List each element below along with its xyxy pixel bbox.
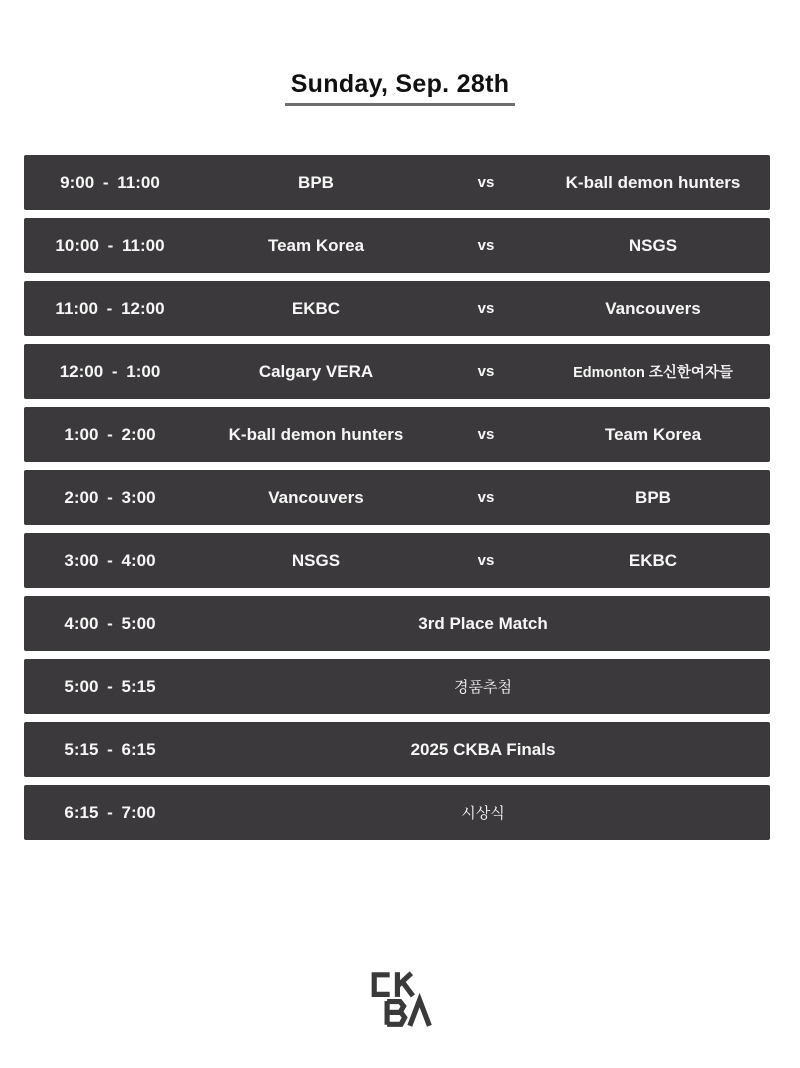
time-slot: 6:15 - 7:00 xyxy=(64,802,156,822)
team-away: NSGS xyxy=(628,235,678,255)
schedule-row xyxy=(24,596,770,651)
schedule-list xyxy=(24,155,770,840)
schedule-row xyxy=(24,659,770,714)
time-slot: 1:00 - 2:00 xyxy=(64,424,156,444)
vs-label: vs xyxy=(477,237,495,254)
team-home: Vancouvers xyxy=(268,487,364,507)
team-away: Edmonton 조신한여자들 xyxy=(573,365,733,381)
team-away: K-ball demon hunters xyxy=(565,172,741,192)
time-slot: 10:00 - 11:00 xyxy=(55,235,165,255)
team-home: Calgary VERA xyxy=(258,361,374,381)
team-home: BPB xyxy=(298,172,334,192)
schedule-row xyxy=(24,407,770,462)
vs-label: vs xyxy=(477,489,495,506)
team-away: Vancouvers xyxy=(605,298,701,318)
time-slot: 4:00 - 5:00 xyxy=(64,613,156,633)
time-slot: 5:00 - 5:15 xyxy=(64,676,156,696)
schedule-row xyxy=(24,155,770,210)
time-slot: 2:00 - 3:00 xyxy=(64,487,156,507)
vs-label: vs xyxy=(477,363,495,380)
event-label: 시상식 xyxy=(461,805,505,822)
vs-label: vs xyxy=(477,174,495,191)
team-home: NSGS xyxy=(291,550,341,570)
event-label: 경품추첨 xyxy=(454,679,512,696)
schedule-row xyxy=(24,218,770,273)
time-slot: 9:00 - 11:00 xyxy=(60,172,160,192)
schedule-row xyxy=(24,470,770,525)
schedule-row xyxy=(24,785,770,840)
team-away: EKBC xyxy=(628,550,678,570)
vs-label: vs xyxy=(477,426,495,443)
event-label: 3rd Place Match xyxy=(418,613,548,633)
schedule-row xyxy=(24,344,770,399)
vs-label: vs xyxy=(477,300,495,317)
page-title: Sunday, Sep. 28th xyxy=(285,70,516,106)
schedule-row xyxy=(24,281,770,336)
ckba-logo-icon xyxy=(367,970,433,1033)
time-slot: 5:15 - 6:15 xyxy=(64,739,156,759)
team-home: EKBC xyxy=(291,298,341,318)
logo-wrap xyxy=(0,970,800,1033)
event-label: 2025 CKBA Finals xyxy=(410,739,556,759)
schedule-row xyxy=(24,722,770,777)
time-slot: 3:00 - 4:00 xyxy=(64,550,156,570)
team-away: Team Korea xyxy=(604,424,702,444)
vs-label: vs xyxy=(477,552,495,569)
team-home: K-ball demon hunters xyxy=(228,424,404,444)
team-home: Team Korea xyxy=(267,235,365,255)
team-away: BPB xyxy=(635,487,671,507)
time-slot: 12:00 - 1:00 xyxy=(59,361,161,381)
title-wrap xyxy=(0,0,800,106)
time-slot: 11:00 - 12:00 xyxy=(55,298,165,318)
schedule-row xyxy=(24,533,770,588)
